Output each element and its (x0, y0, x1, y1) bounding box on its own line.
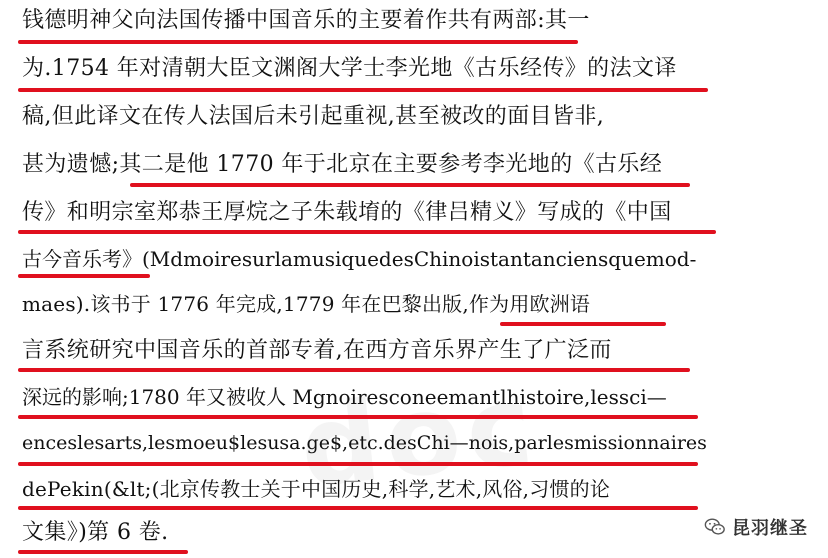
text-line-9: 深远的影响;1780 年又被收人 Mgnoiresconeemantlhistoire,lessci— (22, 385, 667, 409)
text-line-2: 为.1754 年对清朝大臣文渊阁大学士李光地《古乐经传》的法文译 (22, 56, 677, 81)
highlight-underline (18, 368, 690, 372)
highlight-underline (18, 230, 716, 234)
wechat-icon (704, 516, 726, 538)
text-line-7: maes).该书于 1776 年完成,1779 年在巴黎出版,作为用欧洲语 (22, 292, 591, 316)
text-line-10: enceslesarts,lesmoeu$lesusa.ge$,etc.desChi—nois,parlesmissionnaires (22, 432, 707, 454)
brand-name: 昆羽继圣 (732, 518, 808, 539)
highlight-underline (130, 183, 690, 187)
brand-badge (704, 514, 808, 540)
text-line-3: 稿,但此译文在传人法国后未引起重视,甚至被改的面目皆非, (22, 104, 605, 129)
highlight-underline (18, 415, 698, 419)
highlight-underline (18, 88, 708, 92)
text-line-6: 古今音乐考》(MdmoiresurlamusiquedesChinoistantanciensquemod- (22, 247, 697, 271)
highlight-underline (500, 322, 666, 326)
text-line-8: 言系统研究中国音乐的首部专着,在西方音乐界产生了广泛而 (22, 338, 612, 363)
text-line-11: dePekin(&lt;(北京传教士关于中国历史,科学,艺术,风俗,习惯的论 (22, 477, 611, 501)
highlight-underline (18, 506, 698, 510)
text-line-5: 传》和明宗室郑恭王厚烷之子朱载堉的《律吕精义》写成的《中国 (22, 200, 672, 225)
highlight-underline (18, 274, 150, 278)
text-line-1: 钱德明神父向法国传播中国音乐的主要着作共有两部:其一 (22, 8, 590, 33)
highlight-underline (18, 550, 188, 554)
highlight-underline (18, 40, 578, 44)
text-line-4: 甚为遗憾;其二是他 1770 年于北京在主要参考李光地的《古乐经 (22, 152, 663, 177)
highlight-underline (18, 462, 698, 466)
text-line-12: 文集》)第 6 卷. (22, 520, 169, 545)
